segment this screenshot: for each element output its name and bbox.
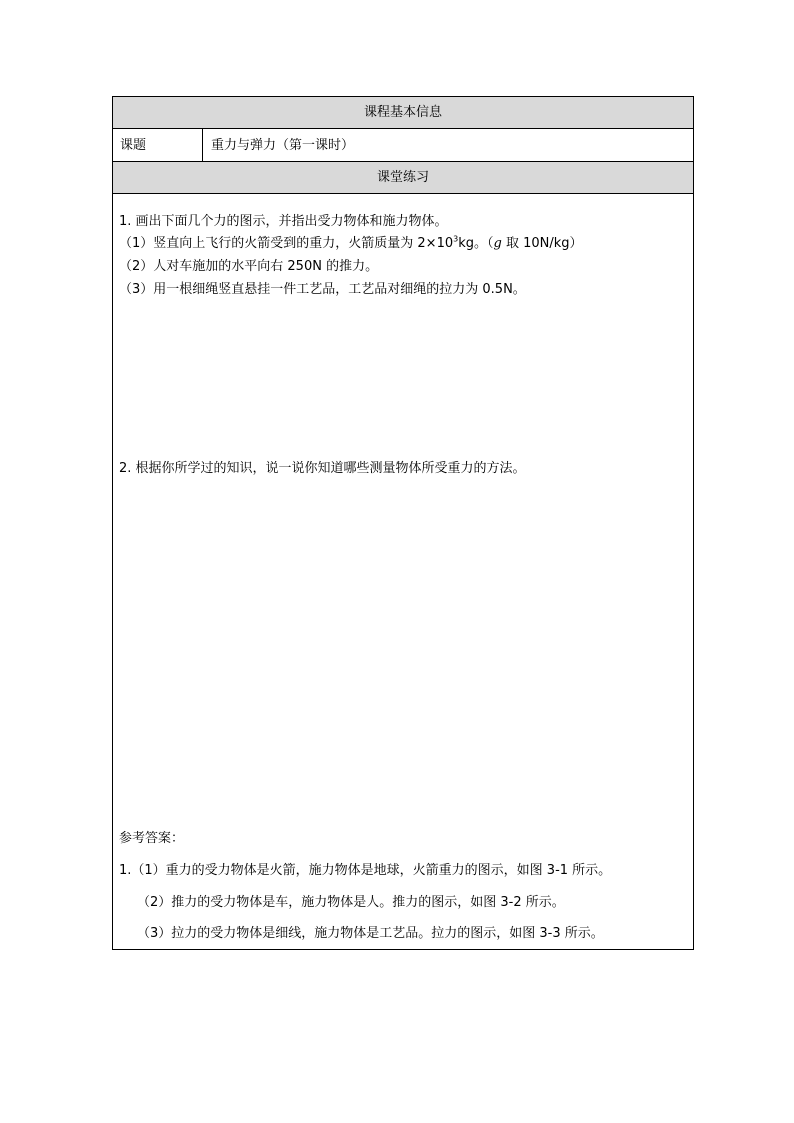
practice-content (113, 194, 693, 949)
question-1-part-3: （3）用一根细绳竖直悬挂一件工艺品，工艺品对细绳的拉力为 0.5N。 (119, 282, 526, 297)
topic-row (113, 129, 693, 162)
header-basic-info: 课程基本信息 (113, 97, 693, 129)
answer-1-part-2: （2）推力的受力物体是车，施力物体是人。推力的图示，如图 3-2 所示。 (137, 895, 565, 910)
answers-title: 参考答案： (119, 831, 185, 846)
question-1-part-1-suffix: 取 10N/kg） (501, 236, 583, 251)
question-1-part-2: （2）人对车施加的水平向右 250N 的推力。 (119, 259, 379, 274)
question-1-part-1-g: g (493, 236, 502, 251)
question-1-part-1-prefix: （1）竖直向上飞行的火箭受到的重力，火箭质量为 2×10 (119, 236, 454, 251)
header-practice: 课堂练习 (113, 162, 693, 194)
topic-label: 课题 (113, 129, 203, 161)
topic-value: 重力与弹力（第一课时） (211, 138, 355, 153)
question-1-title: 1. 画出下面几个力的图示，并指出受力物体和施力物体。 (119, 214, 448, 229)
answer-1-part-1: 1.（1）重力的受力物体是火箭，施力物体是地球，火箭重力的图示，如图 3-1 所示。 (119, 863, 612, 878)
question-1-part-1-middle: kg。（ (458, 236, 494, 251)
lesson-table (112, 96, 694, 950)
answer-1-part-3: （3）拉力的受力物体是细线，施力物体是工艺品。拉力的图示，如图 3-3 所示。 (137, 926, 604, 941)
question-2-title: 2. 根据你所学过的知识，说一说你知道哪些测量物体所受重力的方法。 (119, 461, 526, 476)
question-1-part-1 (119, 232, 583, 251)
question-1-part-1-exponent: 3 (453, 234, 459, 244)
